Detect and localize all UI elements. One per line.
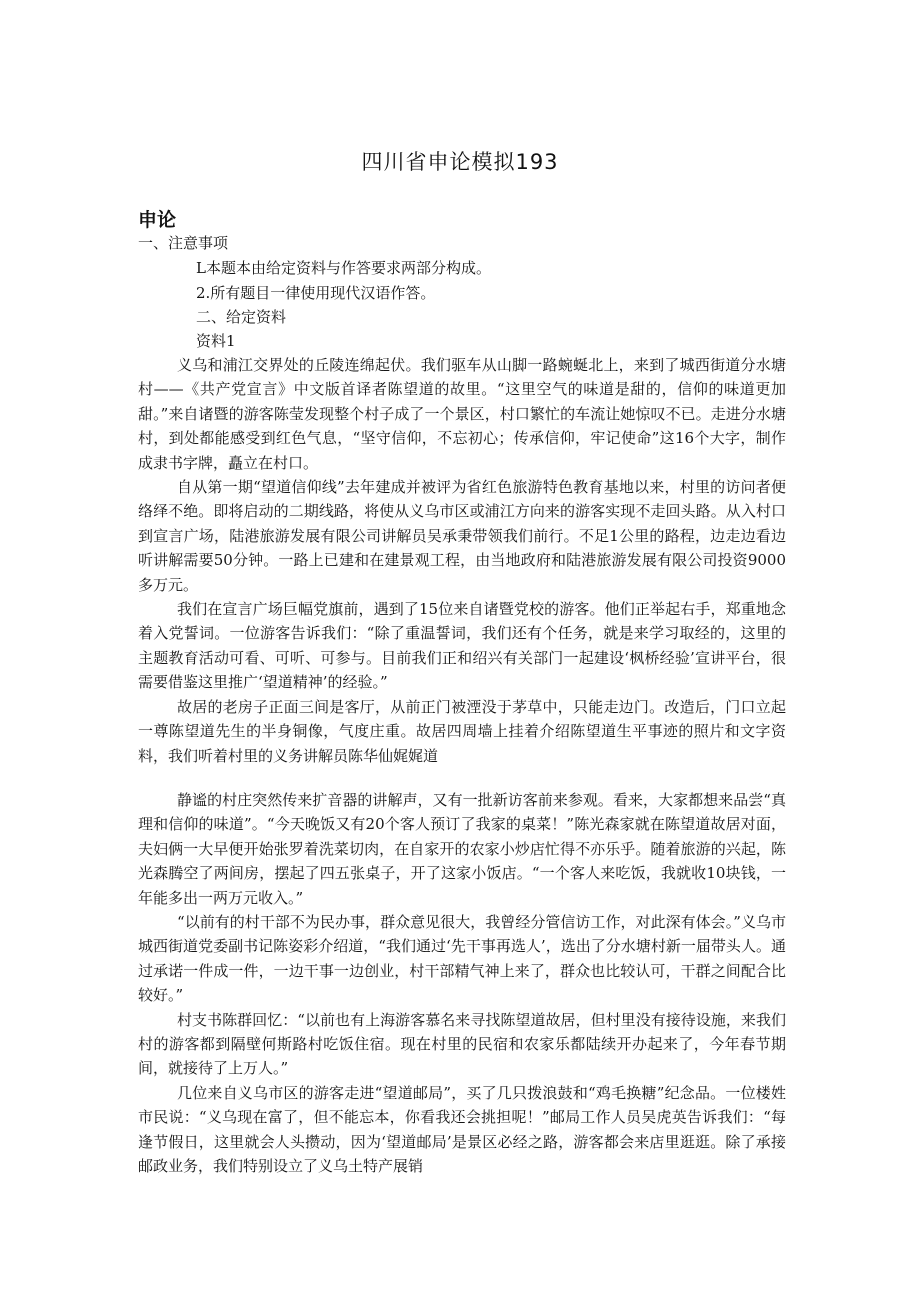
paragraph: 村支书陈群回忆：“以前也有上海游客慕名来寻找陈望道故居，但村里没有接待设施，来我们村的游客都到隔壁何斯路村吃饭住宿。现在村里的民宿和农家乐都陆续开办起来了，今年春节期间，就接待了上万人。” [138,1010,786,1078]
note-item: 2.所有题目一律使用现代汉语作答。 [196,284,436,302]
material-text-block-2 [138,788,786,1179]
paragraph: 静谧的村庄突然传来扩音器的讲解声，又有一批新访客前来参观。看来，大家都想来品尝“真理和信仰的味道”。“今天晚饭又有20个客人预订了我家的桌菜！”陈光森家就在陈望道故居对面，夫妇俩一大早便开始张罗着洗菜切肉，在自家开的农家小炒店忙得不亦乐乎。随着旅游的兴起，陈光森腾空了两间房，摆起了四五张桌子，开了这家小饭店。“一个客人来吃饭，我就收10块钱，一年能多出一两万元收入。” [138,791,786,907]
paragraph: 自从第一期“望道信仰线”去年建成并被评为省红色旅游特色教育基地以来，村里的访问者便络绎不绝。即将启动的二期线路，将使从义乌市区或浦江方向来的游客实现不走回头路。从入村口到宣言广场，陆港旅游发展有限公司讲解员吴承秉带领我们前行。不足1公里的路程，边走边看边听讲解需要50分钟。一路上已建和在建景观工程，由当地政府和陆港旅游发展有限公司投资9000多万元。 [138,478,786,594]
paragraph: 几位来自义乌市区的游客走进“望道邮局”，买了几只拨浪鼓和“鸡毛换糖”纪念品。一位楼姓市民说：“义乌现在富了，但不能忘本，你看我还会挑担呢！”邮局工作人员吴虎英告诉我们：“每逢节假日，这里就会人头攒动，因为‘望道邮局’是景区必经之路，游客都会来店里逛逛。除了承接邮政业务，我们特别设立了义乌土特产展销 [138,1083,786,1176]
materials-heading: 二、给定资料 [196,308,287,326]
document-title: 四川省申论模拟193 [361,150,559,174]
paragraph: 义乌和浦江交界处的丘陵连绵起伏。我们驱车从山脚一路蜿蜒北上，来到了城西街道分水塘村——《共产党宣言》中文版首译者陈望道的故里。“这里空气的味道是甜的，信仰的味道更加甜。”来自诸暨的游客陈莹发现整个村子成了一个景区，村口繁忙的车流让她惊叹不已。走进分水塘村，到处都能感受到红色气息，“坚守信仰，不忘初心；传承信仰，牢记使命”这16个大字，制作成隶书字牌，矗立在村口。 [138,356,786,472]
paragraph: 故居的老房子正面三间是客厅，从前正门被湮没于茅草中，只能走边门。改造后，门口立起一尊陈望道先生的半身铜像，气度庄重。故居四周墙上挂着介绍陈望道生平事迹的照片和文字资料，我们听着村里的义务讲解员陈华仙娓娓道 [138,697,786,765]
notes-heading: 一、注意事项 [138,234,229,252]
material-label: 资料1 [196,332,236,350]
material-text-block-1 [138,353,786,768]
paragraph: “以前有的村干部不为民办事，群众意见很大，我曾经分管信访工作，对此深有体会。”义乌市城西街道党委副书记陈姿彩介绍道，“我们通过‘先干事再选人’，选出了分水塘村新一届带头人。通过承诺一件成一件，一边干事一边创业，村干部精气神上来了，群众也比较认可，干群之间配合比较好。” [138,913,786,1005]
paragraph: 我们在宣言广场巨幅党旗前，遇到了15位来自诸暨党校的游客。他们正举起右手，郑重地念着入党誓词。一位游客告诉我们：“除了重温誓词，我们还有个任务，就是来学习取经的，这里的主题教育活动可看、可听、可参与。目前我们正和绍兴有关部门一起建设‘枫桥经验’宣讲平台，很需要借鉴这里推广‘望道精神’的经验。” [138,600,786,692]
section-heading: 申论 [138,209,177,231]
note-item: L本题本由给定资料与作答要求两部分构成。 [196,259,491,277]
